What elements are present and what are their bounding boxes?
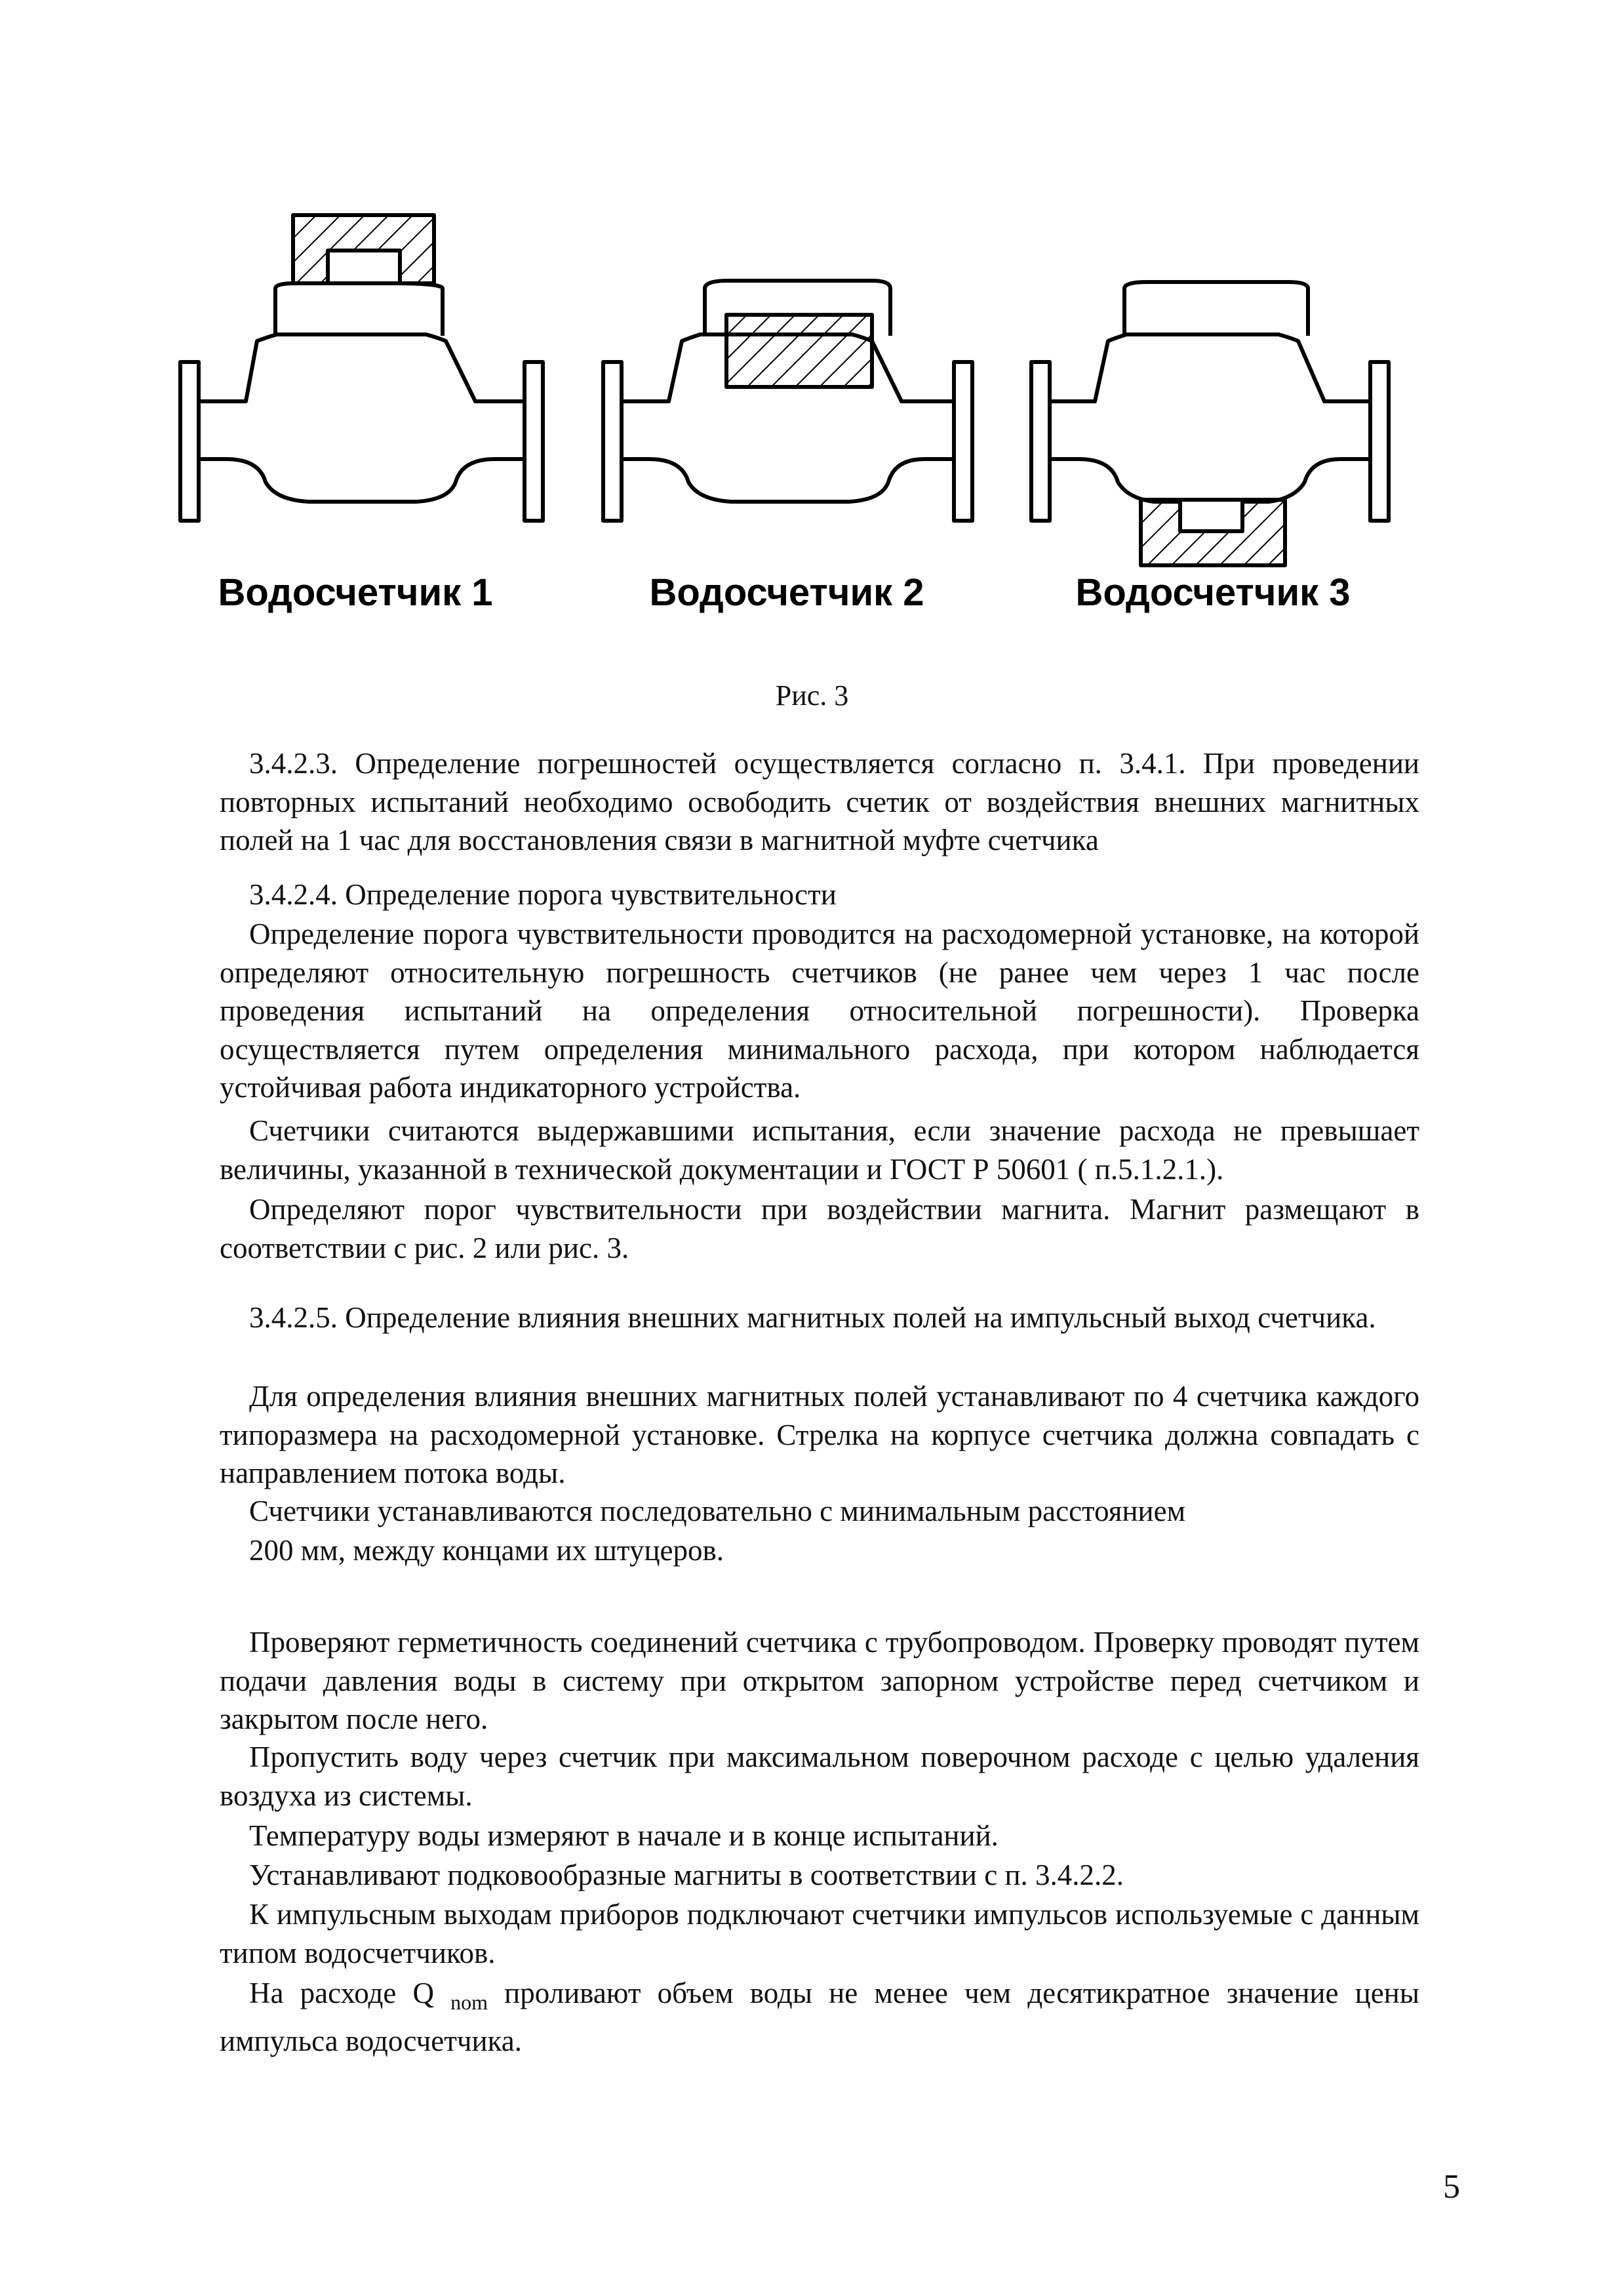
- flow-text-before: На расходе Q: [249, 1977, 451, 2009]
- paragraph-distance: 200 мм, между концами их штуцеров.: [249, 1534, 724, 1567]
- paragraph-leak-check: Проверяют герметичность соединений счетчика с трубопроводом. Проверку проводят путем подачи давления воды в систему при открытом запорном устройстве перед счетчиком и закрытом после него.: [220, 1626, 1419, 1735]
- meter-3-drawing: [1031, 282, 1389, 565]
- meter-2-label: Водосчетчик 2: [649, 571, 924, 614]
- paragraph-meter-setup: Для определения влияния внешних магнитных полей устанавливают по 4 счетчика каждого типоразмера на расходомерной установке. Стрелка на корпусе счетчика должна совпадать с направлением потока воды.: [220, 1380, 1419, 1489]
- paragraph-air-removal: Пропустить воду через счетчик при максимальном поверочном расходе с целью удаления воздуха из системы.: [220, 1741, 1419, 1812]
- heading-3-4-2-4: 3.4.2.4. Определение порога чувствительности: [249, 878, 837, 911]
- paragraph-3-4-2-3: 3.4.2.3. Определение погрешностей осуществляется согласно п. 3.4.1. При проведении повторных испытаний необходимо освободить счетик от воздействия внешних магнитных полей на 1 час для восстановления связи в магнитной муфте счетчика: [220, 747, 1419, 856]
- meter-3-label: Водосчетчик 3: [1075, 571, 1351, 614]
- figure-meters: [0, 0, 1624, 577]
- paragraph-threshold-method: Определение порога чувствительности проводится на расходомерной установке, на которой определяют относительную погрешность счетчиков (не ранее чем через 1 час после проведения испытаний на определения относительной погрешности). Проверка осуществляется путем определения минимального расхода, при котором наблюдается устойчивая работа индикаторного устройства.: [220, 917, 1419, 1104]
- paragraph-3-4-2-5: 3.4.2.5. Определение влияния внешних магнитных полей на импульсный выход счетчика.: [249, 1301, 1376, 1334]
- paragraph-magnets: Устанавливают подковообразные магниты в соответствии с п. 3.4.2.2.: [249, 1859, 1124, 1891]
- figure-caption: Рис. 3: [775, 679, 849, 712]
- paragraph-temperature: Температуру воды измеряют в начале и в конце испытаний.: [249, 1819, 999, 1852]
- paragraph-series-install: Счетчики устанавливаются последовательно с минимальным расстоянием: [249, 1495, 1186, 1527]
- page-number: 5: [1443, 2168, 1460, 2205]
- paragraph-threshold-criteria: Счетчики считаются выдержавшими испытания, если значение расхода не превышает величины, указанной в технической документации и ГОСТ Р 50601 ( п.5.1.2.1.).: [220, 1114, 1419, 1186]
- paragraph-magnet-placement: Определяют порог чувствительности при воздействии магнита. Магнит размещают в соответствии с рис. 2 или рис. 3.: [220, 1193, 1419, 1264]
- meter-1-label: Водосчетчик 1: [218, 571, 493, 614]
- paragraph-pulse-counters: К импульсным выходам приборов подключают счетчики импульсов используемые с данным типом водосчетчиков.: [220, 1898, 1419, 1969]
- paragraph-flow-volume: [220, 1974, 1419, 2060]
- magnet-2: [726, 315, 872, 387]
- flow-text-after: проливают объем воды не менее чем десятикратное значение цены импульса водосчетчика.: [220, 1977, 1419, 2057]
- meter-1-drawing: [180, 215, 543, 521]
- flow-subscript: nom: [450, 1990, 488, 2014]
- meter-2-drawing: [603, 281, 972, 521]
